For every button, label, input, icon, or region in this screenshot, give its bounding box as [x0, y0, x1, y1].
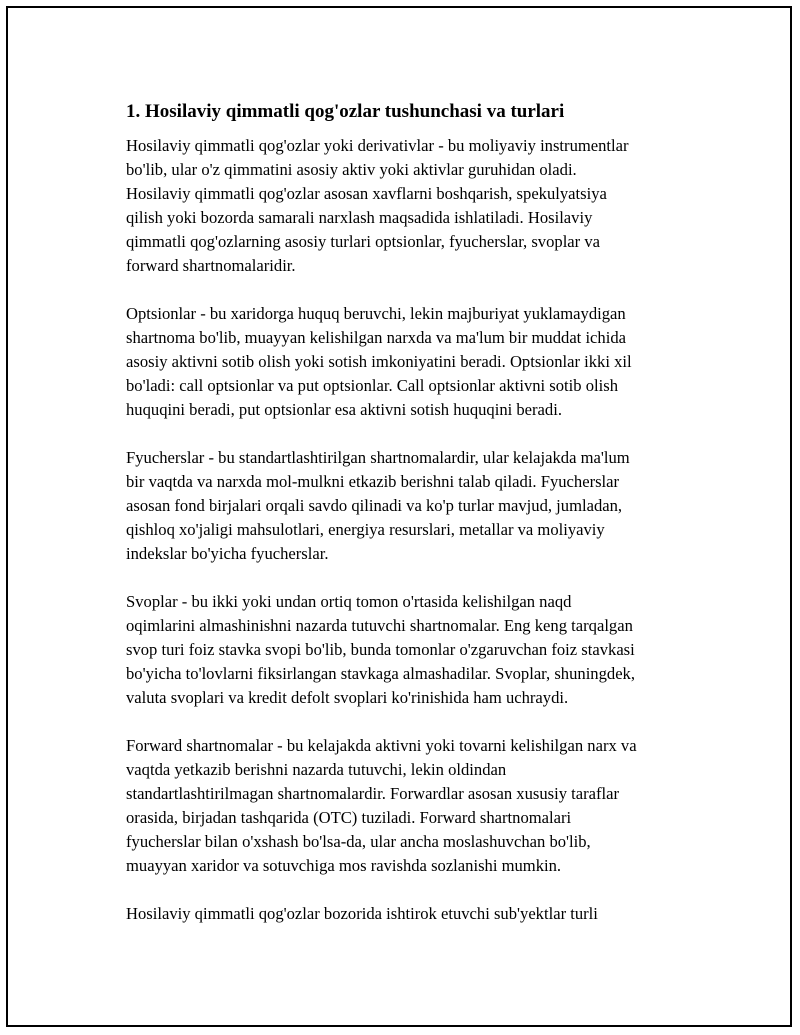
text-line: indekslar bo'yicha fyucherslar. [126, 544, 329, 563]
text-line: Hosilaviy qimmatli qog'ozlar asosan xavflarni boshqarish, spekulyatsiya [126, 184, 607, 203]
text-line: svop turi foiz stavka svopi bo'lib, bunda tomonlar o'zgaruvchan foiz stavkasi [126, 640, 635, 659]
text-line: asosiy aktivni sotib olish yoki sotish imkoniyatini beradi. Optsionlar ikki xil [126, 352, 632, 371]
text-line: oqimlarini almashinishni nazarda tutuvchi shartnomalar. Eng keng tarqalgan [126, 616, 633, 635]
text-line: bo'ladi: call optsionlar va put optsionlar. Call optsionlar aktivni sotib olish [126, 376, 618, 395]
text-line: fyucherslar bilan o'xshash bo'lsa-da, ular ancha moslashuvchan bo'lib, [126, 832, 591, 851]
text-line: huquqini beradi, put optsionlar esa aktivni sotish huquqini beradi. [126, 400, 562, 419]
paragraph-derivatives-intro [126, 134, 701, 278]
text-line: bo'lib, ular o'z qimmatini asosiy aktiv yoki aktivlar guruhidan oladi. [126, 160, 577, 179]
text-line: qilish yoki bozorda samarali narxlash maqsadida ishlatiladi. Hosilaviy [126, 208, 593, 227]
text-line: Fyucherslar - bu standartlashtirilgan shartnomalardir, ular kelajakda ma'lum [126, 448, 630, 467]
paragraph-participants [126, 902, 701, 926]
text-line: bir vaqtda va narxda mol-mulkni etkazib berishni talab qiladi. Fyucherslar [126, 472, 620, 491]
text-line: Hosilaviy qimmatli qog'ozlar yoki derivativlar - bu moliyaviy instrumentlar [126, 136, 629, 155]
text-line: qishloq xo'jaligi mahsulotlari, energiya resurslari, metallar va moliyaviy [126, 520, 605, 539]
text-line: asosan fond birjalari orqali savdo qilinadi va ko'p turlar mavjud, jumladan, [126, 496, 623, 515]
text-line: orasida, birjadan tashqarida (OTC) tuziladi. Forward shartnomalari [126, 808, 572, 827]
text-line: shartnoma bo'lib, muayyan kelishilgan narxda va ma'lum bir muddat ichida [126, 328, 626, 347]
paragraph-futures [126, 446, 701, 566]
document-page [6, 6, 792, 1027]
document-content [126, 100, 701, 950]
paragraph-options [126, 302, 701, 422]
paragraph-swaps [126, 590, 701, 710]
text-line: valuta svoplari va kredit defolt svoplari ko'rinishida ham uchraydi. [126, 688, 569, 707]
text-line: Forward shartnomalar - bu kelajakda aktivni yoki tovarni kelishilgan narx va [126, 736, 637, 755]
paragraph-forwards [126, 734, 701, 878]
text-line: Svoplar - bu ikki yoki undan ortiq tomon o'rtasida kelishilgan naqd [126, 592, 572, 611]
text-line: bo'yicha to'lovlarni fiksirlangan stavkaga almashadilar. Svoplar, shuningdek, [126, 664, 636, 683]
section-heading: 1. Hosilaviy qimmatli qog'ozlar tushunchasi va turlari [126, 101, 565, 122]
text-line: Hosilaviy qimmatli qog'ozlar bozorida ishtirok etuvchi sub'yektlar turli [126, 904, 598, 923]
text-line: forward shartnomalaridir. [126, 256, 296, 275]
text-line: qimmatli qog'ozlarning asosiy turlari optsionlar, fyucherslar, svoplar va [126, 232, 601, 251]
text-line: standartlashtirilmagan shartnomalardir. Forwardlar asosan xususiy taraflar [126, 784, 620, 803]
text-line: vaqtda yetkazib berishni nazarda tutuvchi, lekin oldindan [126, 760, 507, 779]
text-line: Optsionlar - bu xaridorga huquq beruvchi, lekin majburiyat yuklamaydigan [126, 304, 626, 323]
text-line: muayyan xaridor va sotuvchiga mos ravishda sozlanishi mumkin. [126, 856, 562, 875]
